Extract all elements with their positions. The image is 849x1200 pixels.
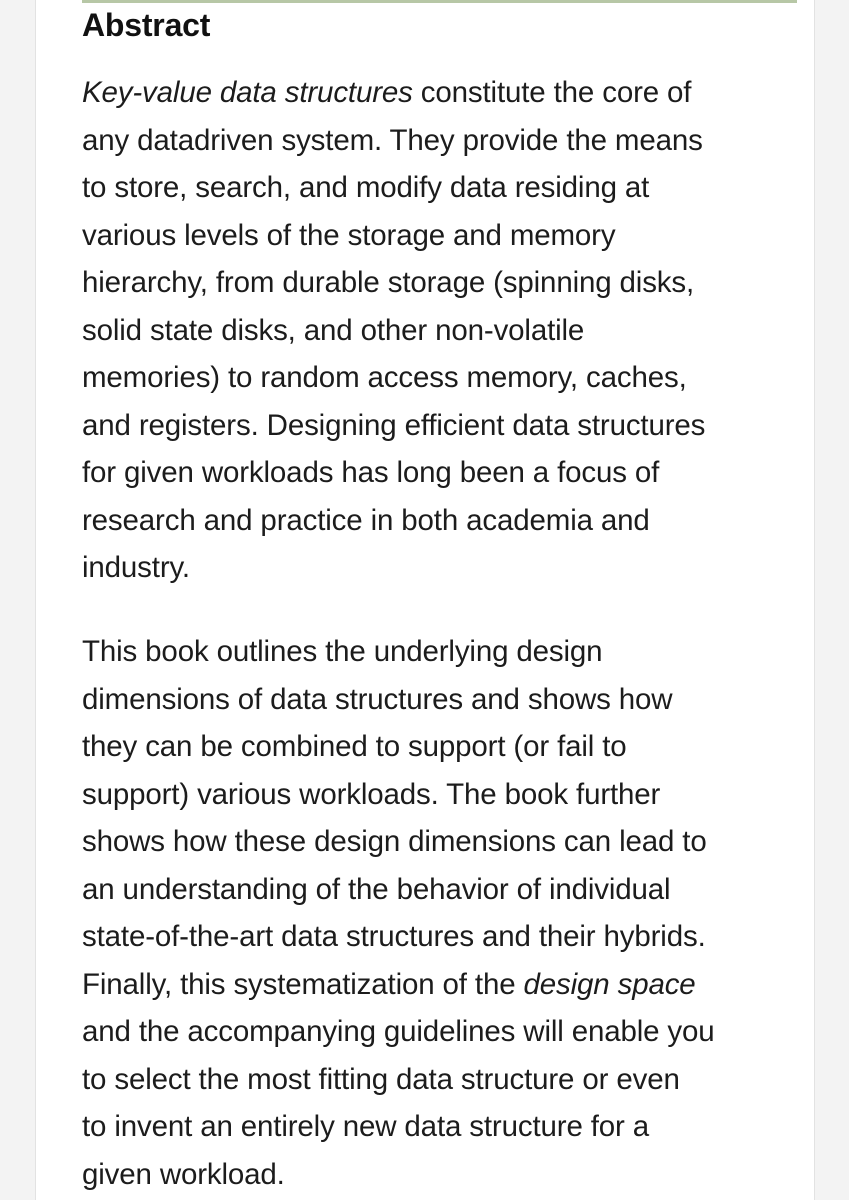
paragraph-line: various levels of the storage and memory — [82, 218, 616, 252]
abstract-paragraph-2 — [82, 628, 782, 1198]
paragraph-line: Finally, this systematization of the design space — [82, 967, 696, 1001]
paragraph-line: memories) to random access memory, caches, — [82, 361, 687, 394]
section-heading: Abstract — [82, 7, 211, 43]
paragraph-line: to store, search, and modify data residing at — [82, 171, 650, 204]
paragraph-line: research and practice in both academia and — [82, 503, 650, 537]
paragraph-line: solid state disks, and other non-volatile — [82, 313, 585, 347]
paragraph-line: shows how these design dimensions can lead to — [82, 825, 707, 858]
paragraph-line: Key-value data structures constitute the core of — [82, 76, 692, 109]
paragraph-line: state-of-the-art data structures and their hybrids. — [82, 920, 706, 953]
paragraph-line: This book outlines the underlying design — [82, 635, 603, 668]
paragraph-line: and the accompanying guidelines will enable you — [82, 1015, 715, 1048]
abstract-paragraph-1 — [82, 69, 782, 592]
paragraph-line: they can be combined to support (or fail to — [82, 730, 627, 763]
paragraph-line: hierarchy, from durable storage (spinning disks, — [82, 266, 695, 299]
paragraph-line: industry. — [82, 551, 190, 584]
italic-term: design space — [523, 967, 696, 1001]
paragraph-line: any datadriven system. They provide the means — [82, 123, 703, 157]
paragraph-line: to invent an entirely new data structure for a — [82, 1110, 650, 1143]
paragraph-line: and registers. Designing efficient data structures — [82, 408, 706, 442]
paragraph-line: support) various workloads. The book further — [82, 777, 661, 811]
paragraph-line: for given workloads has long been a focus of — [82, 456, 660, 489]
top-divider — [82, 0, 797, 3]
paragraph-line: given workload. — [82, 1157, 285, 1191]
paragraph-line: to select the most fitting data structure or even — [82, 1062, 680, 1096]
italic-term: Key-value data structures — [82, 76, 413, 109]
document-page — [35, 0, 815, 1200]
paragraph-line: an understanding of the behavior of individual — [82, 872, 671, 906]
paragraph-line: dimensions of data structures and shows how — [82, 682, 673, 716]
